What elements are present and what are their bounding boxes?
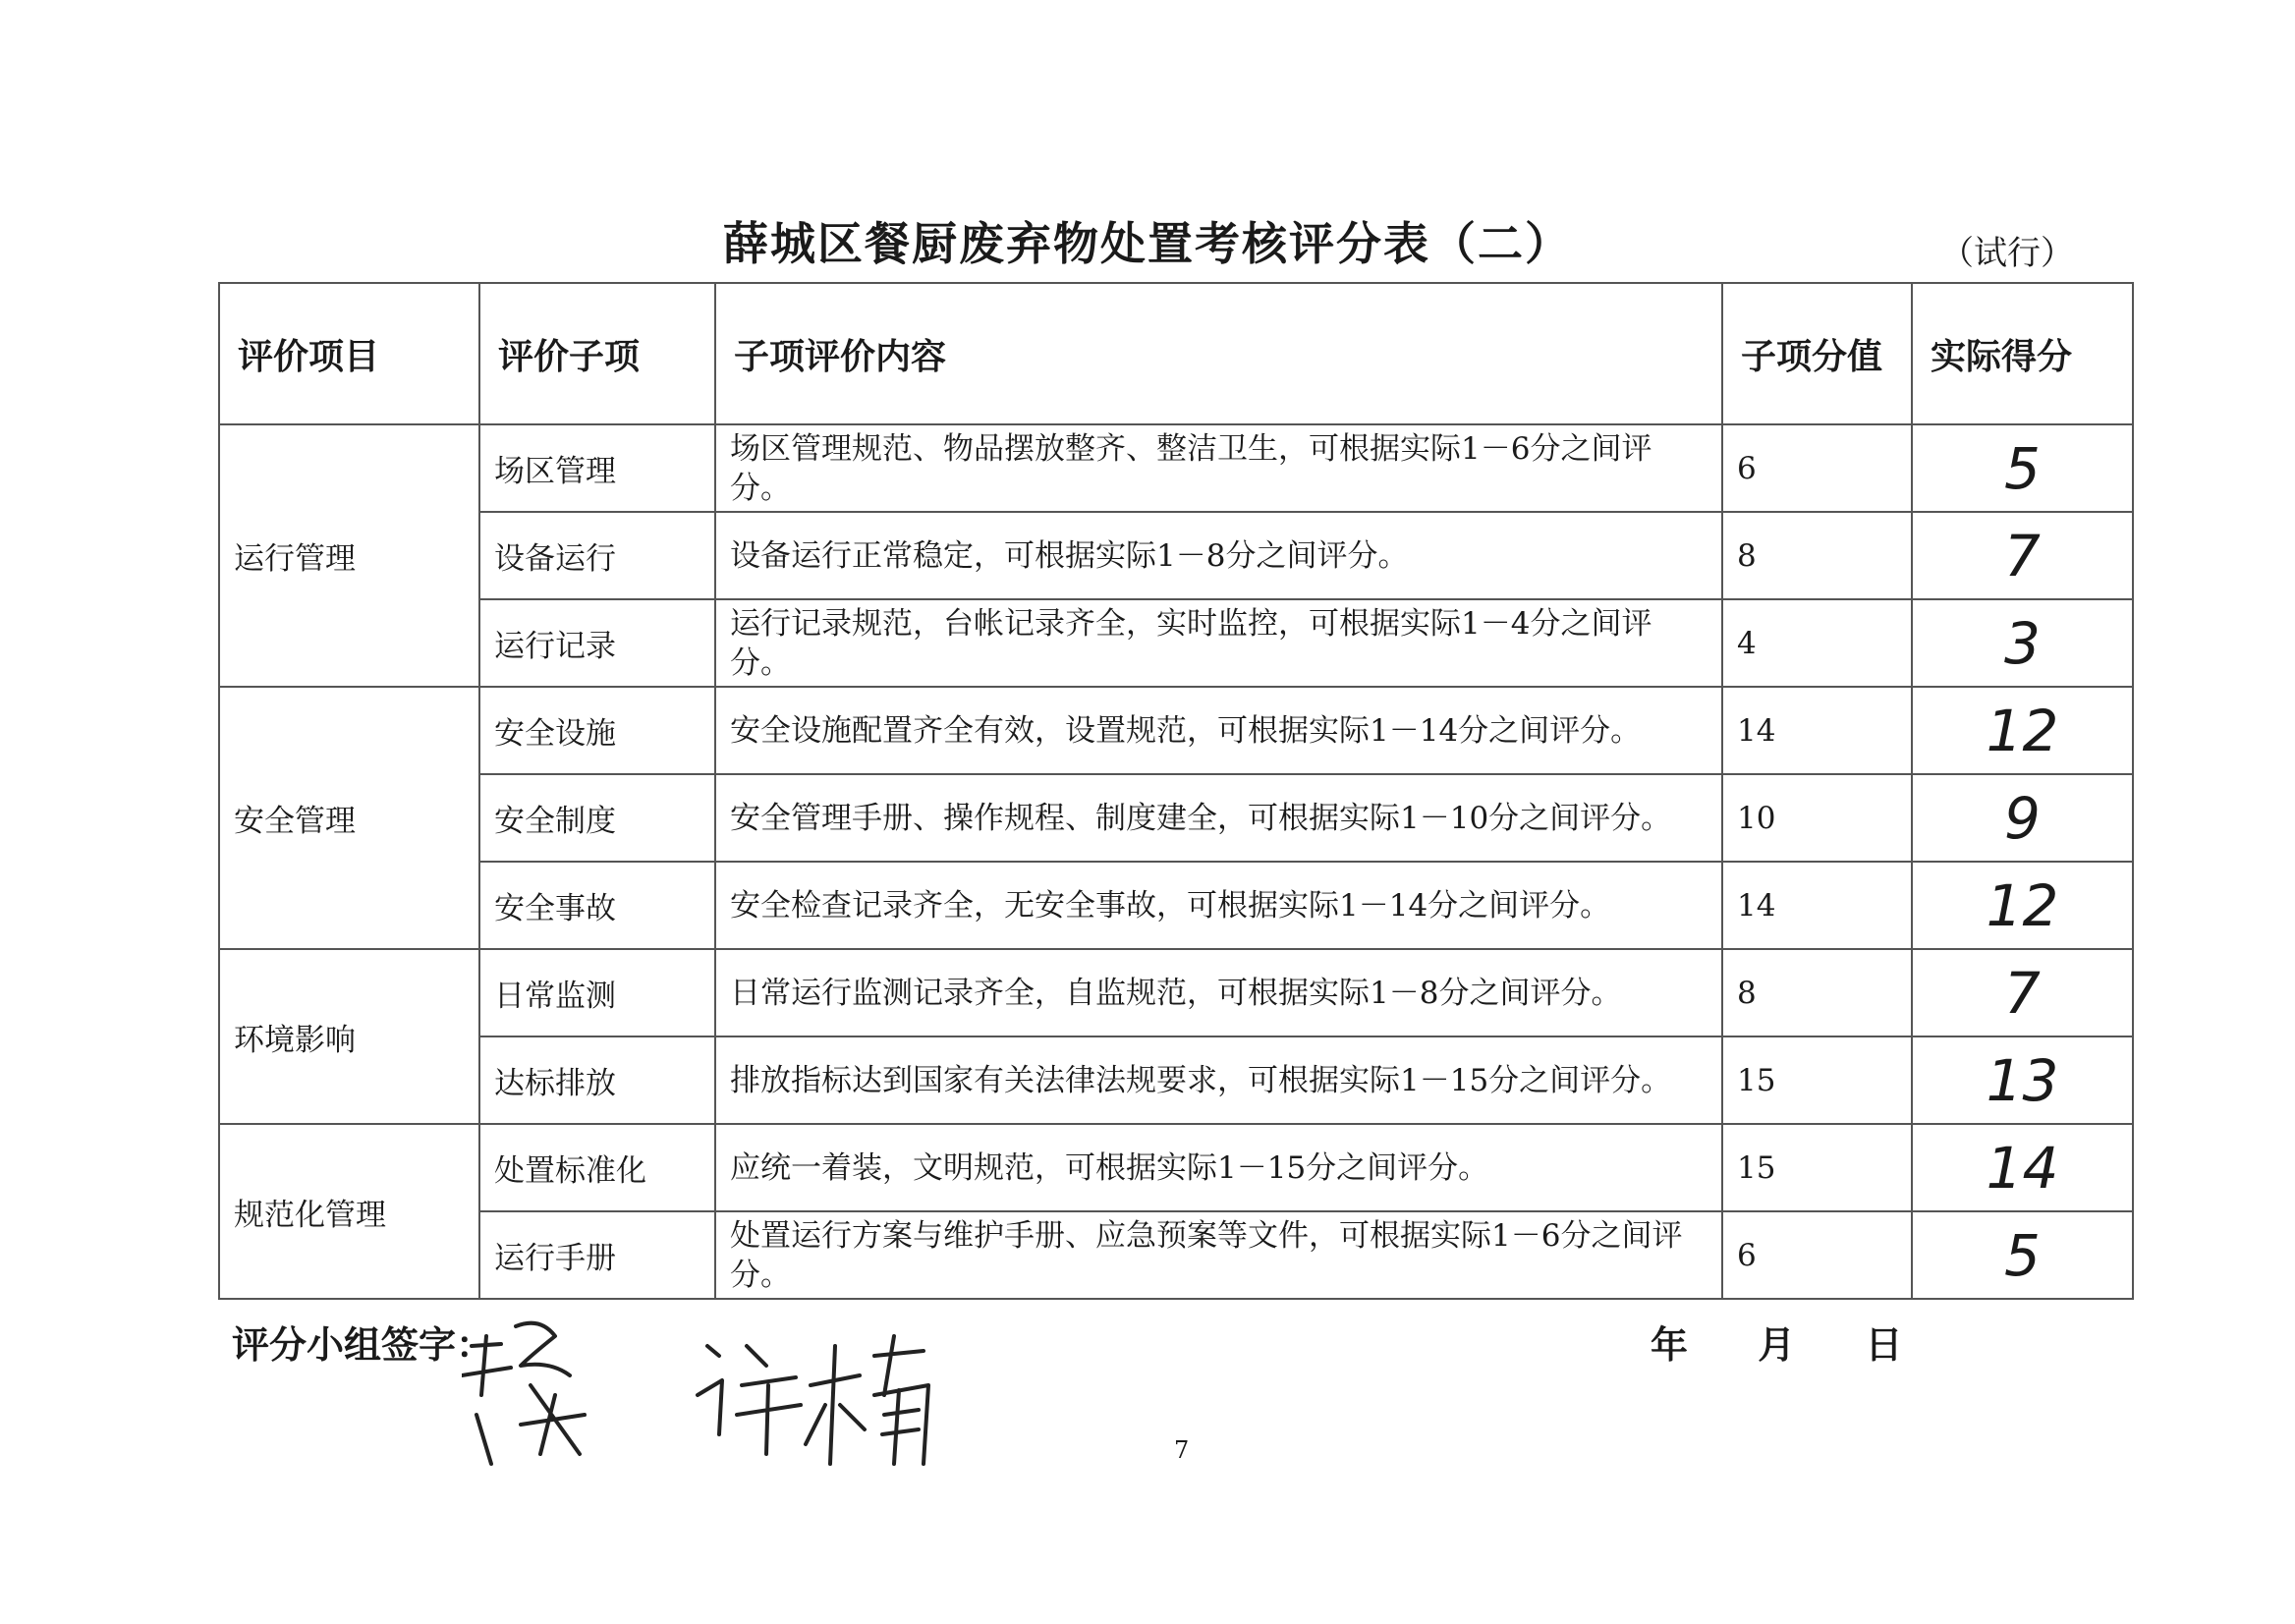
header-content: 子项评价内容 — [715, 283, 1722, 424]
handwritten-score: 3 — [1912, 599, 2133, 687]
handwritten-score: 13 — [1912, 1036, 2133, 1124]
subitem-cell: 达标排放 — [479, 1036, 715, 1124]
table-row — [219, 862, 2133, 949]
subitem-cell: 安全设施 — [479, 687, 715, 774]
handwritten-score: 7 — [1912, 949, 2133, 1036]
header-score: 实际得分 — [1912, 283, 2133, 424]
category-cell: 运行管理 — [219, 424, 479, 687]
category-cell: 环境影响 — [219, 949, 479, 1124]
subitem-cell: 安全制度 — [479, 774, 715, 862]
value-cell: 15 — [1722, 1124, 1912, 1211]
value-cell: 14 — [1722, 862, 1912, 949]
handwritten-score: 12 — [1912, 862, 2133, 949]
table-row — [219, 424, 2133, 512]
subitem-cell: 场区管理 — [479, 424, 715, 512]
header-subitem: 评价子项 — [479, 283, 715, 424]
handwritten-score: 9 — [1912, 774, 2133, 862]
category-cell: 规范化管理 — [219, 1124, 479, 1299]
signature-label: 评分小组签字： — [232, 1322, 494, 1367]
content-cell: 安全检查记录齐全，无安全事故，可根据实际1－14分之间评分。 — [715, 862, 1722, 949]
table-header-row — [219, 283, 2133, 424]
handwritten-score: 5 — [1912, 424, 2133, 512]
subitem-cell: 处置标准化 — [479, 1124, 715, 1211]
page-number: 7 — [1174, 1436, 1190, 1464]
content-cell: 安全设施配置齐全有效，设置规范，可根据实际1－14分之间评分。 — [715, 687, 1722, 774]
score-table — [218, 282, 2134, 1300]
content-cell: 设备运行正常稳定，可根据实际1－8分之间评分。 — [715, 512, 1722, 599]
content-cell: 运行记录规范，台帐记录齐全，实时监控，可根据实际1－4分之间评分。 — [715, 599, 1722, 687]
header-value: 子项分值 — [1722, 283, 1912, 424]
content-cell: 处置运行方案与维护手册、应急预案等文件，可根据实际1－6分之间评分。 — [715, 1211, 1722, 1299]
category-cell: 安全管理 — [219, 687, 479, 949]
handwritten-score: 5 — [1912, 1211, 2133, 1299]
value-cell: 14 — [1722, 687, 1912, 774]
value-cell: 6 — [1722, 1211, 1912, 1299]
date-year-label: 年 — [1651, 1322, 1689, 1367]
value-cell: 6 — [1722, 424, 1912, 512]
subitem-cell: 运行手册 — [479, 1211, 715, 1299]
trial-tag: （试行） — [1940, 234, 2074, 273]
subitem-cell: 日常监测 — [479, 949, 715, 1036]
date-month-label: 月 — [1758, 1322, 1796, 1367]
subitem-cell: 安全事故 — [479, 862, 715, 949]
value-cell: 10 — [1722, 774, 1912, 862]
header-category: 评价项目 — [219, 283, 479, 424]
table-row — [219, 1036, 2133, 1124]
date-field — [1651, 1315, 1960, 1369]
table-row — [219, 949, 2133, 1036]
handwritten-score: 12 — [1912, 687, 2133, 774]
value-cell: 8 — [1722, 949, 1912, 1036]
content-cell: 日常运行监测记录齐全，自监规范，可根据实际1－8分之间评分。 — [715, 949, 1722, 1036]
table-row — [219, 687, 2133, 774]
subitem-cell: 运行记录 — [479, 599, 715, 687]
table-row — [219, 774, 2133, 862]
handwritten-score: 14 — [1912, 1124, 2133, 1211]
handwritten-signature — [462, 1307, 953, 1484]
content-cell: 安全管理手册、操作规程、制度建全，可根据实际1－10分之间评分。 — [715, 774, 1722, 862]
subitem-cell: 设备运行 — [479, 512, 715, 599]
content-cell: 应统一着装，文明规范，可根据实际1－15分之间评分。 — [715, 1124, 1722, 1211]
table-row — [219, 1211, 2133, 1299]
content-cell: 场区管理规范、物品摆放整齐、整洁卫生，可根据实际1－6分之间评分。 — [715, 424, 1722, 512]
value-cell: 4 — [1722, 599, 1912, 687]
date-day-label: 日 — [1865, 1322, 1903, 1367]
table-row — [219, 599, 2133, 687]
value-cell: 8 — [1722, 512, 1912, 599]
value-cell: 15 — [1722, 1036, 1912, 1124]
content-cell: 排放指标达到国家有关法律法规要求，可根据实际1－15分之间评分。 — [715, 1036, 1722, 1124]
form-title: 薛城区餐厨废弃物处置考核评分表（二） — [723, 217, 1572, 270]
table-row — [219, 512, 2133, 599]
handwritten-score: 7 — [1912, 512, 2133, 599]
table-row — [219, 1124, 2133, 1211]
